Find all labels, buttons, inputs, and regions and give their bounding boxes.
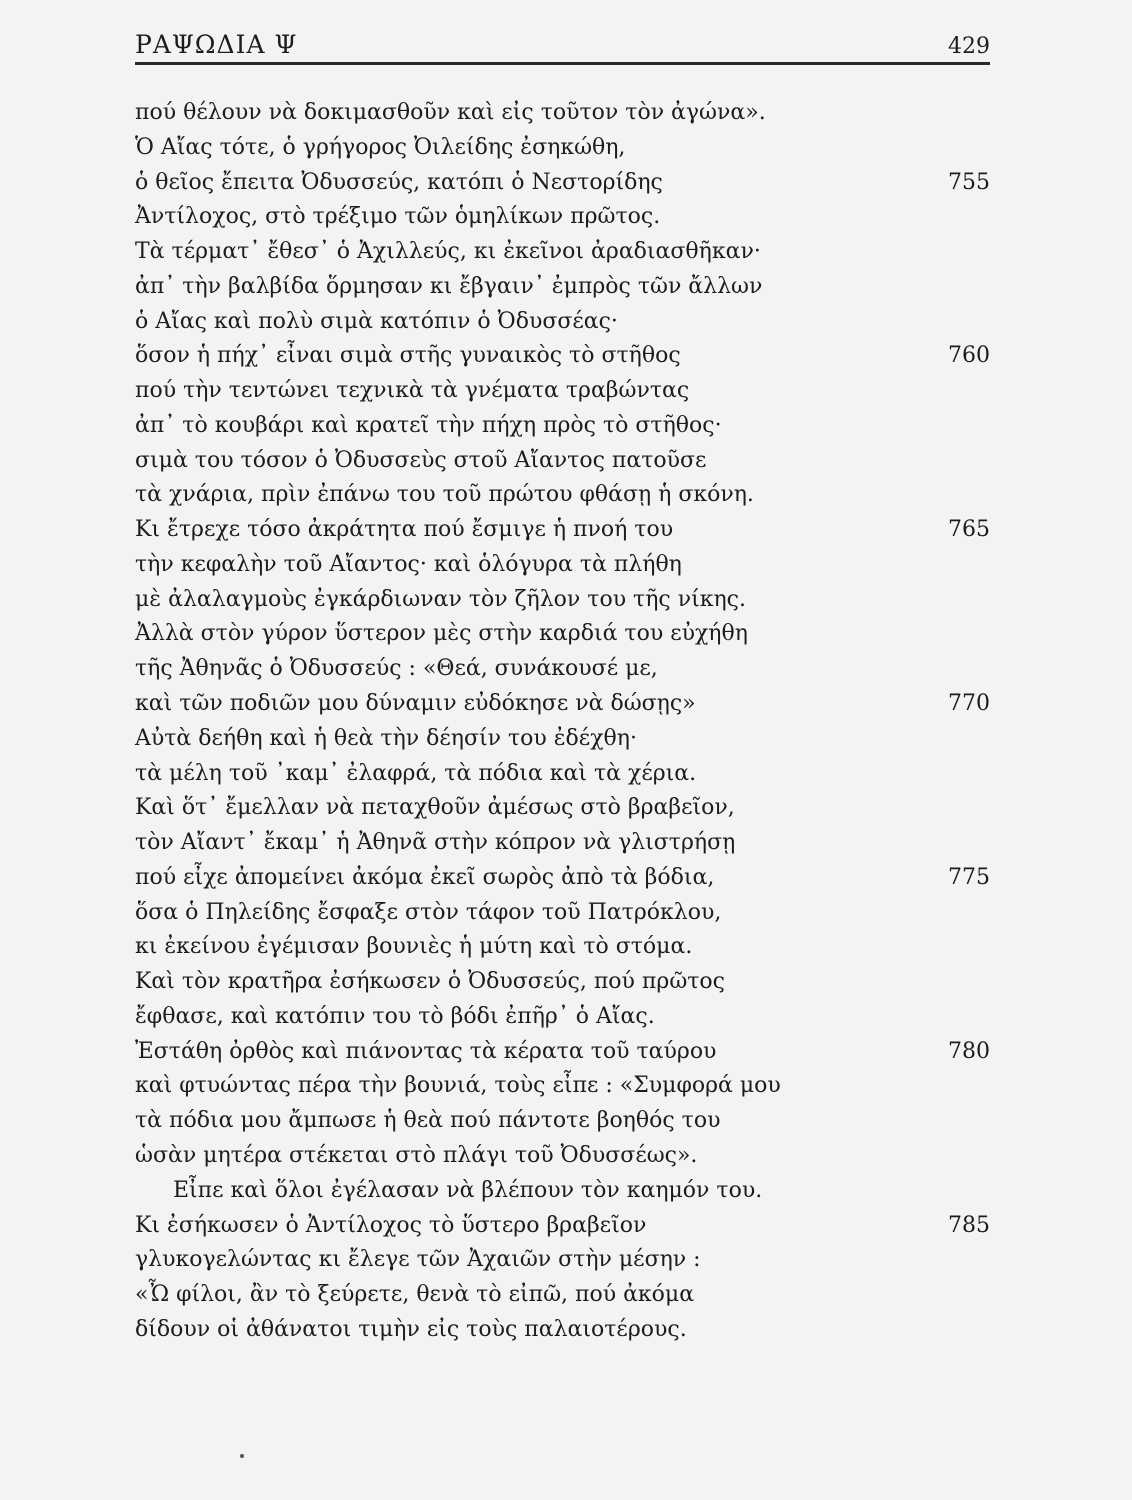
verse-text: Αὐτὰ δεήθη καὶ ἡ θεὰ τὴν δέησίν του ἐδέχθη· xyxy=(135,725,637,751)
running-title: ΡΑΨΩΔΙΑ Ψ xyxy=(135,30,298,59)
verse-text: πού θέλουν νὰ δοκιμασθοῦν καὶ εἰς τοῦτον τὸν ἀγώνα». xyxy=(135,100,766,125)
verse-line xyxy=(135,270,990,305)
verse-text: Εἶπε καὶ ὅλοι ἐγέλασαν νὰ βλέπουν τὸν καημόν του. xyxy=(173,1177,763,1203)
verse-text: τῆς Ἀθηνᾶς ὁ Ὀδυσσεύς : «Θεά, συνάκουσέ με, xyxy=(135,656,658,682)
verse-line xyxy=(135,339,990,374)
verse-text: τὰ μέλη τοῦ ᾽καμ᾽ ἐλαφρά, τὰ πόδια καὶ τὰ χέρια. xyxy=(135,760,697,786)
verse-text: δίδουν οἱ ἀθάνατοι τιμὴν εἰς τοὺς παλαιοτέρους. xyxy=(135,1316,687,1342)
verse-line xyxy=(135,478,990,513)
verse-text: πού τὴν τεντώνει τεχνικὰ τὰ γνέματα τραβώντας xyxy=(135,378,690,404)
verse-line xyxy=(135,965,990,1000)
verse-text: γλυκογελώντας κι ἔλεγε τῶν Ἀχαιῶν στὴν μέσην : xyxy=(135,1247,701,1273)
line-number: 770 xyxy=(948,691,990,717)
verse-text: πού εἶχε ἀπομείνει ἀκόμα ἐκεῖ σωρὸς ἀπὸ τὰ βόδια, xyxy=(135,864,715,890)
header-rule xyxy=(135,62,990,65)
line-number: 775 xyxy=(948,864,990,890)
verse-line xyxy=(135,444,990,479)
verse-text: μὲ ἀλαλαγμοὺς ἐγκάρδιωναν τὸν ζῆλον του τῆς νίκης. xyxy=(135,586,746,612)
verse-line xyxy=(135,374,990,409)
verse-text: τὰ πόδια μου ἄμπωσε ἡ θεὰ πού πάντοτε βοηθός του xyxy=(135,1108,721,1134)
verse-text: τὰ χνάρια, πρὶν ἐπάνω του τοῦ πρώτου φθάσῃ ἡ σκόνη. xyxy=(135,482,754,508)
verse-text: τὸν Αἴαντ᾽ ἔκαμ᾽ ἡ Ἀθηνᾶ στὴν κόπρον νὰ γλιστρήσῃ xyxy=(135,830,736,856)
verse-line xyxy=(135,930,990,965)
verse-text: σιμὰ του τόσον ὁ Ὀδυσσεὺς στοῦ Αἴαντος πατοῦσε xyxy=(135,447,707,473)
verse-text: ὡσὰν μητέρα στέκεται στὸ πλάγι τοῦ Ὀδυσσέως». xyxy=(135,1142,698,1168)
verse-line xyxy=(135,200,990,235)
verse-line xyxy=(135,1278,990,1313)
verse-line xyxy=(135,1069,990,1104)
verse-text: Καὶ τὸν κρατῆρα ἐσήκωσεν ὁ Ὀδυσσεύς, πού πρῶτος xyxy=(135,969,725,995)
line-number: 780 xyxy=(948,1038,990,1064)
verse-line xyxy=(135,791,990,826)
verse-line xyxy=(135,513,990,548)
page-number: 429 xyxy=(948,34,990,59)
verse-line xyxy=(135,1313,990,1348)
verse-line xyxy=(135,1000,990,1035)
line-number: 765 xyxy=(948,517,990,543)
line-number: 760 xyxy=(948,343,990,369)
verse-text: Κι ἐσήκωσεν ὁ Ἀντίλοχος τὸ ὕστερο βραβεῖον xyxy=(135,1212,647,1238)
verse-line xyxy=(135,757,990,792)
verse-text: καὶ τῶν ποδιῶν μου δύναμιν εὐδόκησε νὰ δώσῃς» xyxy=(135,691,696,717)
verse-line xyxy=(135,235,990,270)
verse-text: Κι ἔτρεχε τόσο ἀκράτητα πού ἔσμιγε ἡ πνοή του xyxy=(135,517,674,543)
line-number: 785 xyxy=(948,1212,990,1238)
verse-line xyxy=(135,1174,990,1209)
verse-text: Τὰ τέρματ᾽ ἔθεσ᾽ ὁ Ἀχιλλεύς, κι ἐκεῖνοι ἀραδιασθῆκαν· xyxy=(135,239,761,265)
verse-text: ὅσον ἡ πήχ᾽ εἶναι σιμὰ στῆς γυναικὸς τὸ στῆθος xyxy=(135,343,681,369)
verse-line xyxy=(135,1035,990,1070)
verse-line xyxy=(135,826,990,861)
verse-line xyxy=(135,305,990,340)
verse-text: «Ὦ φίλοι, ἂν τὸ ξεύρετε, θενὰ τὸ εἰπῶ, πού ἀκόμα xyxy=(135,1282,695,1308)
verse-line xyxy=(135,1209,990,1244)
verse-line xyxy=(135,166,990,201)
verse-text: ὁ Αἴας καὶ πολὺ σιμὰ κατόπιν ὁ Ὀδυσσέας· xyxy=(135,308,618,334)
verse-text: Ἀλλὰ στὸν γύρον ὕστερον μὲς στὴν καρδιά του εὐχήθη xyxy=(135,621,748,647)
verse-line xyxy=(135,1104,990,1139)
verse-text: ὁ θεῖος ἔπειτα Ὀδυσσεύς, κατόπι ὁ Νεστορίδης xyxy=(135,169,663,195)
verse-text: Ἐστάθη ὀρθὸς καὶ πιάνοντας τὰ κέρατα τοῦ ταύρου xyxy=(135,1038,717,1064)
verse-text: τὴν κεφαλὴν τοῦ Αἴαντος· καὶ ὁλόγυρα τὰ πλήθη xyxy=(135,551,682,577)
verse-text: ἀπ᾽ τὸ κουβάρι καὶ κρατεῖ τὴν πήχη πρὸς τὸ στῆθος· xyxy=(135,412,722,438)
verse-line xyxy=(135,548,990,583)
verse-line xyxy=(135,687,990,722)
verse-text: Ἀντίλοχος, στὸ τρέξιμο τῶν ὁμηλίκων πρῶτος. xyxy=(135,204,661,230)
stray-dot xyxy=(240,1454,244,1458)
verse-line xyxy=(135,409,990,444)
verse-line xyxy=(135,583,990,618)
verse-line xyxy=(135,722,990,757)
verse-line xyxy=(135,896,990,931)
verse-text: Ὁ Αἴας τότε, ὁ γρήγορος Ὀιλείδης ἐσηκώθη, xyxy=(135,134,626,160)
page-header xyxy=(135,14,990,64)
verse-line xyxy=(135,96,990,131)
verse-text: καὶ φτυώντας πέρα τὴν βουνιά, τοὺς εἶπε : «Συμφορά μου xyxy=(135,1073,781,1099)
verse-line xyxy=(135,617,990,652)
verse-text: κι ἐκείνου ἐγέμισαν βουνιὲς ἡ μύτη καὶ τὸ στόμα. xyxy=(135,934,693,960)
verse-line xyxy=(135,652,990,687)
verse-block xyxy=(135,96,990,1348)
verse-text: ὅσα ὁ Πηλείδης ἔσφαξε στὸν τάφον τοῦ Πατρόκλου, xyxy=(135,899,722,925)
verse-line xyxy=(135,1243,990,1278)
line-number: 755 xyxy=(948,169,990,195)
verse-line xyxy=(135,861,990,896)
verse-line xyxy=(135,1139,990,1174)
verse-text: ἀπ᾽ τὴν βαλβίδα ὅρμησαν κι ἔβγαιν᾽ ἐμπρὸς τῶν ἄλλων xyxy=(135,273,763,299)
verse-text: ἔφθασε, καὶ κατόπιν του τὸ βόδι ἐπῆρ᾽ ὁ Αἴας. xyxy=(135,1003,655,1029)
verse-text: Καὶ ὅτ᾽ ἔμελλαν νὰ πεταχθοῦν ἀμέσως στὸ βραβεῖον, xyxy=(135,795,735,821)
verse-line xyxy=(135,131,990,166)
